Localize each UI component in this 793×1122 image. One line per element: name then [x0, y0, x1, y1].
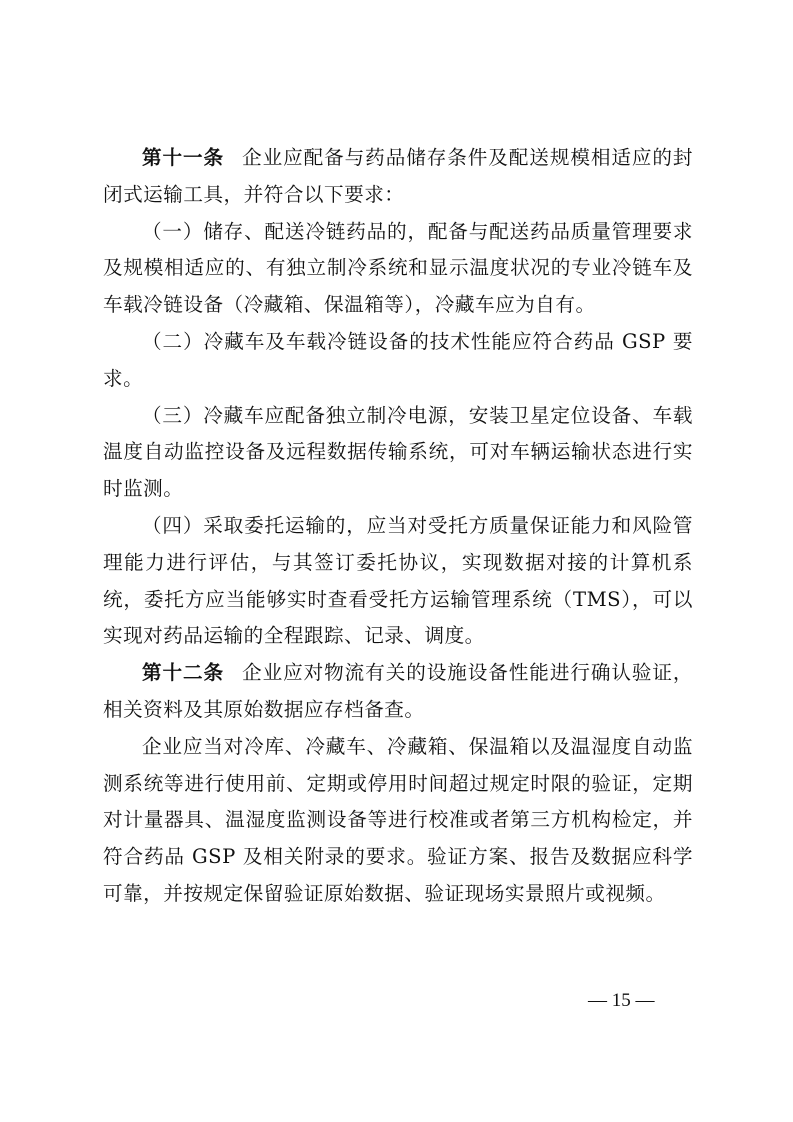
article-12-intro: 企业应对物流有关的设施设备性能进行确认验证，相关资料及其原始数据应存档备查。: [103, 661, 694, 721]
article-11-item-1: （一）储存、配送冷链药品的，配备与配送药品质量管理要求及规模相适应的、有独立制冷系统和显示温度状况的专业冷链车及车载冷链设备（冷藏箱、保温箱等），冷藏车应为自有。: [103, 219, 693, 317]
document-body: [103, 140, 693, 913]
article-11-intro-paragraph: [103, 140, 693, 214]
article-11-item-2: （二）冷藏车及车载冷链设备的技术性能应符合药品 GSP 要求。: [103, 329, 693, 390]
article-12-heading: 第十二条: [142, 661, 225, 685]
article-11-heading: 第十一条: [142, 146, 225, 169]
article-11-intro: 企业应配备与药品储存条件及配送规模相适应的封闭式运输工具，并符合以下要求：: [103, 146, 694, 206]
page-number: — 15 —: [588, 990, 655, 1011]
article-11-item-3: （三）冷藏车应配备独立制冷电源，安装卫星定位设备、车载温度自动监控设备及远程数据传输系统，可对车辆运输状态进行实时监测。: [103, 403, 693, 501]
article-12-intro-paragraph: [103, 655, 693, 729]
article-11-item-4: （四）采取委托运输的，应当对受托方质量保证能力和风险管理能力进行评估，与其签订委托协议，实现数据对接的计算机系统，委托方应当能够实时查看受托方运输管理系统（TMS），可以实现对药品运输的全程跟踪、记录、调度。: [103, 513, 693, 648]
article-12-body: 企业应当对冷库、冷藏车、冷藏箱、保温箱以及温湿度自动监测系统等进行使用前、定期或停用时间超过规定时限的验证，定期对计量器具、温湿度监测设备等进行校准或者第三方机构检定，并符合药品 GSP 及相关附录的要求。验证方案、报告及数据应科学可靠，并按规定保留验证原始数据、验证现场实景照片或视频。: [103, 734, 693, 905]
